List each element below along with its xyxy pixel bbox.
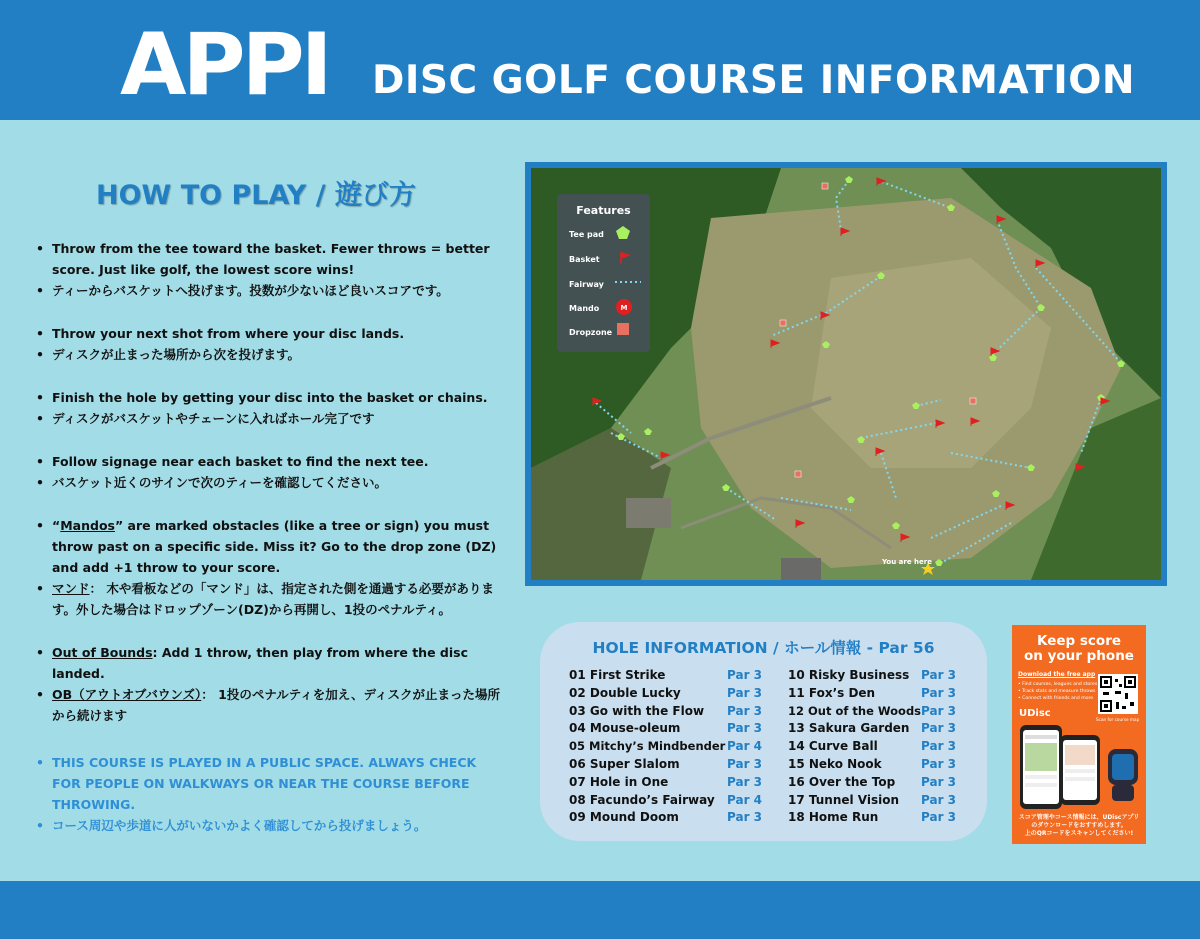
udisc-ad [1012,625,1146,844]
phone-mockup-icon [1012,721,1146,811]
legend-dropzone: Dropzone [569,328,613,337]
ob-rule: • Out of Bounds: Add 1 throw, then play from where the disc landed. • OB（アウトオブバウンズ）： 1投のペナルティを加え、ディスクが止まった場所から続けます [36,645,500,723]
hole-row: 04 Mouse-oleum Par 3 [569,721,763,736]
hole-row: 08 Facundo’s Fairway Par 4 [569,792,763,807]
rule-item: • Finish the hole by getting your disc into the basket or chains. • ディスクがバスケットやチェーンに入ればホール完了です [36,390,488,426]
qr-code-icon[interactable] [1098,674,1138,714]
rule-item: • Throw from the tee toward the basket. Fewer throws = better score. Just like golf, the lowest score wins! • ティーからバスケットへ投げます。投数が少ないほど良いスコアです。 [36,241,490,298]
legend-icons [613,224,643,364]
hole-row: 15 Neko Nook Par 3 [788,756,957,771]
hole-row: 12 Out of the Woods Par 3 [788,703,957,718]
legend-fairway: Fairway [569,280,604,289]
hole-list-left [569,668,763,828]
hole-row: 03 Go with the Flow Par 3 [569,703,763,718]
you-are-here-label: You are here [882,558,932,566]
legend-mando: Mando [569,304,600,313]
legend-title: Features [576,204,631,217]
legend-basket: Basket [569,255,600,264]
hole-row: 09 Mound Doom Par 3 [569,810,763,825]
hole-row: 10 Risky Business Par 3 [788,668,957,682]
footer-bar [0,881,1200,939]
hole-row: 18 Home Run Par 3 [788,810,957,825]
hole-row: 05 Mitchy’s Mindbender Par 4 [569,739,763,754]
hole-row: 02 Double Lucky Par 3 [569,685,763,700]
hole-row: 07 Hole in One Par 3 [569,774,763,789]
ad-download-text: Download the free app [1018,671,1096,678]
hole-row: 17 Tunnel Vision Par 3 [788,792,957,807]
hole-row: 16 Over the Top Par 3 [788,774,957,789]
hole-row: 06 Super Slalom Par 3 [569,756,763,771]
ad-bullets: • Find courses, leagues and stores • Track stats and measure throws • Connect with friends and more [1018,682,1098,701]
hole-list-right [788,668,957,828]
ad-title: Keep score on your phone [1024,633,1134,664]
page-title: DISC GOLF COURSE INFORMATION [372,58,1136,103]
udisc-logo: UDisc [1019,708,1051,719]
how-to-play-title: HOW TO PLAY / 遊び方 [96,180,417,211]
qr-caption: Scan for course map [1096,717,1140,722]
flag-icon [621,252,631,264]
rule-item: • Follow signage near each basket to find the next tee. • バスケット近くのサインで次のティーを確認してください。 [36,454,429,490]
map-legend [557,194,650,352]
hole-row: 11 Fox’s Den Par 3 [788,685,957,700]
hole-row: 01 First Strike Par 3 [569,668,763,682]
rule-item: • Throw your next shot from where your disc lands. • ディスクが止まった場所から次を投げます。 [36,326,405,362]
safety-warning: • THIS COURSE IS PLAYED IN A PUBLIC SPACE. ALWAYS CHECK FOR PEOPLE ON WALKWAYS OR NEAR THE COURSE BEFORE THROWING. • コース周辺や歩道に人がいないかよく確認してから投げましょう。 [36,755,477,833]
appi-logo: APPI [120,15,329,115]
pentagon-icon [616,226,630,239]
rules-list [36,238,506,726]
ad-footer-text: スコア管理やコース情報には、UDiscアプリ のダウンロードをおすすめします。 上のQRコードをスキャンしてください! [1018,814,1140,837]
mandos-rule: • “Mandos” are marked obstacles (like a tree or sign) you must throw past on a specific side. Miss it? Go to the drop zone (DZ) and add +1 throw to your score. • マンド： 木や看板などの「マンド」は、指定された側を通過する必要があります。外した場合はドロップゾーン(DZ)から再開し、1投のペナルティ。 [36,518,497,617]
legend-tee-pad: Tee pad [569,230,604,239]
hole-info-title: HOLE INFORMATION / ホール情報 - Par 56 [592,639,935,657]
square-icon [617,323,629,335]
hole-row: 13 Sakura Garden Par 3 [788,721,957,736]
mando-symbol: M [620,304,628,312]
hole-row: 14 Curve Ball Par 3 [788,739,957,754]
